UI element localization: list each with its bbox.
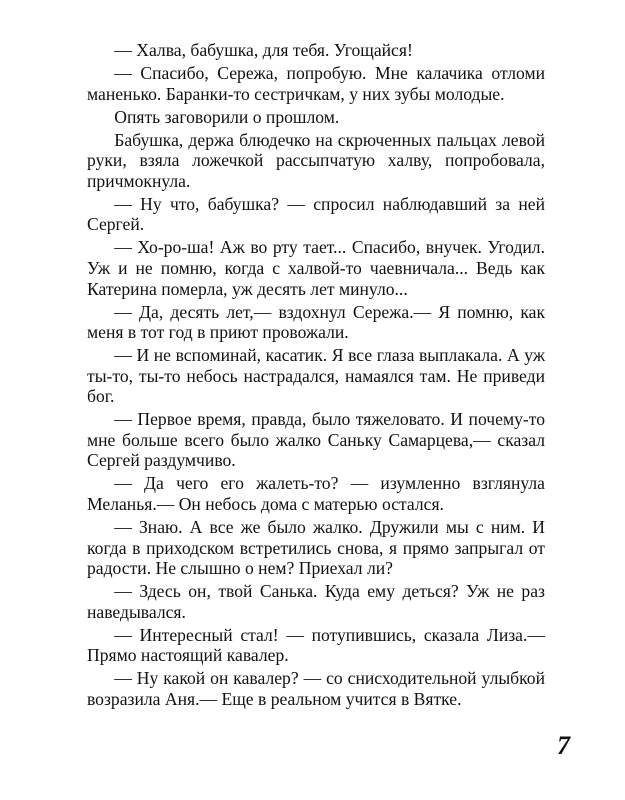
page-number: 7 — [557, 731, 570, 760]
paragraph: — Халва, бабушка, для тебя. Угощайся! — [114, 40, 413, 60]
paragraph: — Здесь он, твой Санька. Куда ему деться? Уж не раз наведывался. — [87, 581, 545, 622]
paragraph: — Да, десять лет,— вздохнул Сережа.— Я помню, как меня в тот год в приют провожали. — [87, 301, 545, 343]
paragraph: — Да чего его жалеть-то? — изумленно взглянула Меланья.— Он небось дома с матерью остался. — [87, 473, 545, 514]
paragraph: Опять заговорили о прошлом. — [114, 106, 340, 127]
paragraph: — Знаю. А все же было жалко. Дружили мы с ним. И когда в приходском встретились снова, я прямо запрыгал от радости. Не слышно о нем? Приехал ли? — [87, 517, 545, 579]
paragraph: — Хо-ро-ша! Аж во рту тает... Спасибо, внучек. Угодил. Уж и не помню, когда с халвой-то чаевничала... Ведь как Катерина померла, уж десять лет минуло... — [87, 237, 545, 299]
paragraph: — Интересный стал! — потупившись, сказала Лиза.— Прямо настоящий кавалер. — [87, 624, 545, 666]
paragraph: Бабушка, держа блюдечко на скрюченных пальцах левой руки, взяла ложечкой рассыпчатую халву, попробовала, причмокнула. — [87, 129, 545, 191]
paragraph: — Ну какой он кавалер? — со снисходительной улыбкой возразила Аня.— Еще в реальном учится в Вятке. — [87, 668, 545, 709]
paragraph: — Спасибо, Сережа, попробую. Мне калачика отломи маненько. Баранки-то сестричкам, у них зубы молодые. — [87, 63, 545, 104]
paragraph: — Ну что, бабушка? — спросил наблюдавший за ней Сергей. — [87, 193, 545, 235]
page-body — [87, 40, 545, 712]
paragraph: — Первое время, правда, было тяжеловато. И почему-то мне больше всего было жалко Саньку Самарцева,— сказал Сергей раздумчиво. — [87, 409, 545, 471]
paragraph: — И не вспоминай, касатик. Я все глаза выплакала. А уж ты-то, ты-то небось настрадался, намаялся там. Не приведи бог. — [87, 345, 545, 407]
